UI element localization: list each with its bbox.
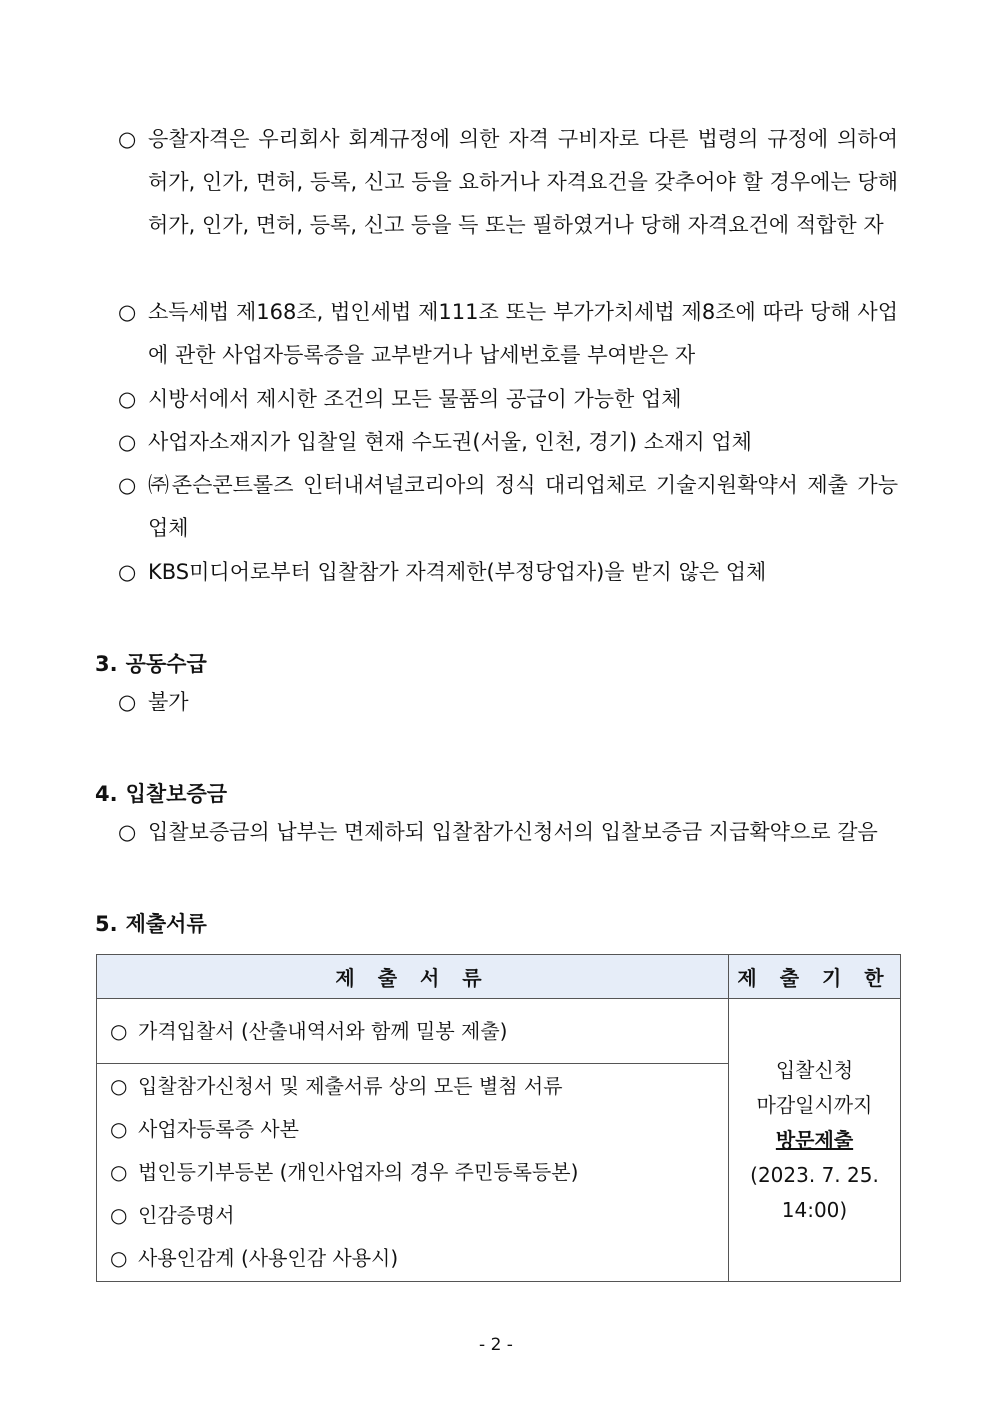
bullet-circle: ○ [118,473,137,497]
document-cell-list [97,1064,729,1282]
section-number: 5. [95,912,118,936]
document-text: 인감증명서 [138,1203,235,1227]
qualification-text: KBS미디어로부터 입찰참가 자격제한(부정당업자)을 받지 않은 업체 [148,560,767,584]
qualification-text: 사업자소재지가 입찰일 현재 수도권(서울, 인천, 경기) 소재지 업체 [148,430,752,454]
bullet-circle: ○ [110,1203,128,1227]
qualification-text: 시방서에서 제시한 조건의 모든 물품의 공급이 가능한 업체 [148,387,682,411]
section-4-text: 입찰보증금의 납부는 면제하되 입찰참가신청서의 입찰보증금 지급확약으로 갈음 [148,820,878,844]
submission-documents-table [96,954,901,1282]
bullet-circle: ○ [118,430,137,454]
bullet-circle: ○ [110,1160,128,1184]
document-item [98,1065,727,1108]
qualification-text: 응찰자격은 우리회사 회계규정에 의한 자격 구비자로 다른 법령의 규정에 의하여 허가, 인가, 면허, 등록, 신고 등을 요하거나 자격요건을 갖추어야 할 경우에는 당해 허가, 인가, 면허, 등록, 신고 등을 득 또는 필하였거나 당해 자격요건에 적합한 자 [148,127,898,237]
bullet-circle: ○ [118,387,137,411]
bullet-circle: ○ [110,1246,128,1270]
column-header-deadline: 제 출 기 한 [729,955,901,999]
document-text: 사용인감계 (사용인감 사용시) [138,1246,399,1270]
table-row [97,999,901,1064]
section-number: 4. [95,782,118,806]
qualification-item [118,551,898,594]
section-4-item [118,811,898,854]
bullet-circle: ○ [118,690,137,714]
section-5-heading [95,908,215,938]
document-item [98,1237,727,1280]
deadline-line: 14:00) [781,1197,848,1222]
bullet-circle: ○ [118,820,137,844]
qualification-text: ㈜존슨콘트롤즈 인터내셔널코리아의 정식 대리업체로 기술지원확약서 제출 가능 업체 [148,473,898,540]
bullet-circle: ○ [118,560,137,584]
deadline-emphasis: 방문제출 [775,1127,854,1152]
deadline-text [730,1053,899,1228]
bullet-circle: ○ [118,300,137,324]
section-title: 공동수급 [125,652,207,676]
deadline-line: 마감일시까지 [756,1092,873,1117]
document-item [98,1108,727,1151]
qualification-item [118,378,898,421]
document-text: 사업자등록증 사본 [138,1117,299,1141]
bullet-circle: ○ [110,1018,128,1043]
section-3-text: 불가 [148,690,189,714]
qualification-item [118,421,898,464]
deadline-line: 입찰신청 [775,1057,854,1082]
page-number: - 2 - [479,1335,513,1355]
document-item [98,1010,727,1053]
document-text: 입찰참가신청서 및 제출서류 상의 모든 별첨 서류 [138,1074,563,1098]
section-title: 입찰보증금 [125,782,228,806]
qualification-item [118,291,898,377]
qualification-item [118,464,898,550]
deadline-line: (2023. 7. 25. [750,1162,879,1187]
section-title: 제출서류 [125,912,207,936]
deadline-cell [729,999,901,1282]
column-header-documents: 제 출 서 류 [97,955,729,999]
bullet-circle: ○ [110,1117,128,1141]
document-text: 법인등기부등본 (개인사업자의 경우 주민등록등본) [138,1160,579,1184]
document-cell-first [97,999,729,1064]
document-item [98,1151,727,1194]
section-3-heading [95,648,215,678]
qualification-item [118,118,898,247]
qualification-text: 소득세법 제168조, 법인세법 제111조 또는 부가가치세법 제8조에 따라 당해 사업에 관한 사업자등록증을 교부받거나 납세번호를 부여받은 자 [148,300,898,367]
bullet-circle: ○ [118,127,137,151]
section-4-heading [95,778,235,808]
table-header-row [97,955,901,999]
document-item [98,1194,727,1237]
section-number: 3. [95,652,118,676]
section-3-item [118,681,898,724]
document-text: 가격입찰서 (산출내역서와 함께 밀봉 제출) [138,1018,508,1043]
bullet-circle: ○ [110,1074,128,1098]
